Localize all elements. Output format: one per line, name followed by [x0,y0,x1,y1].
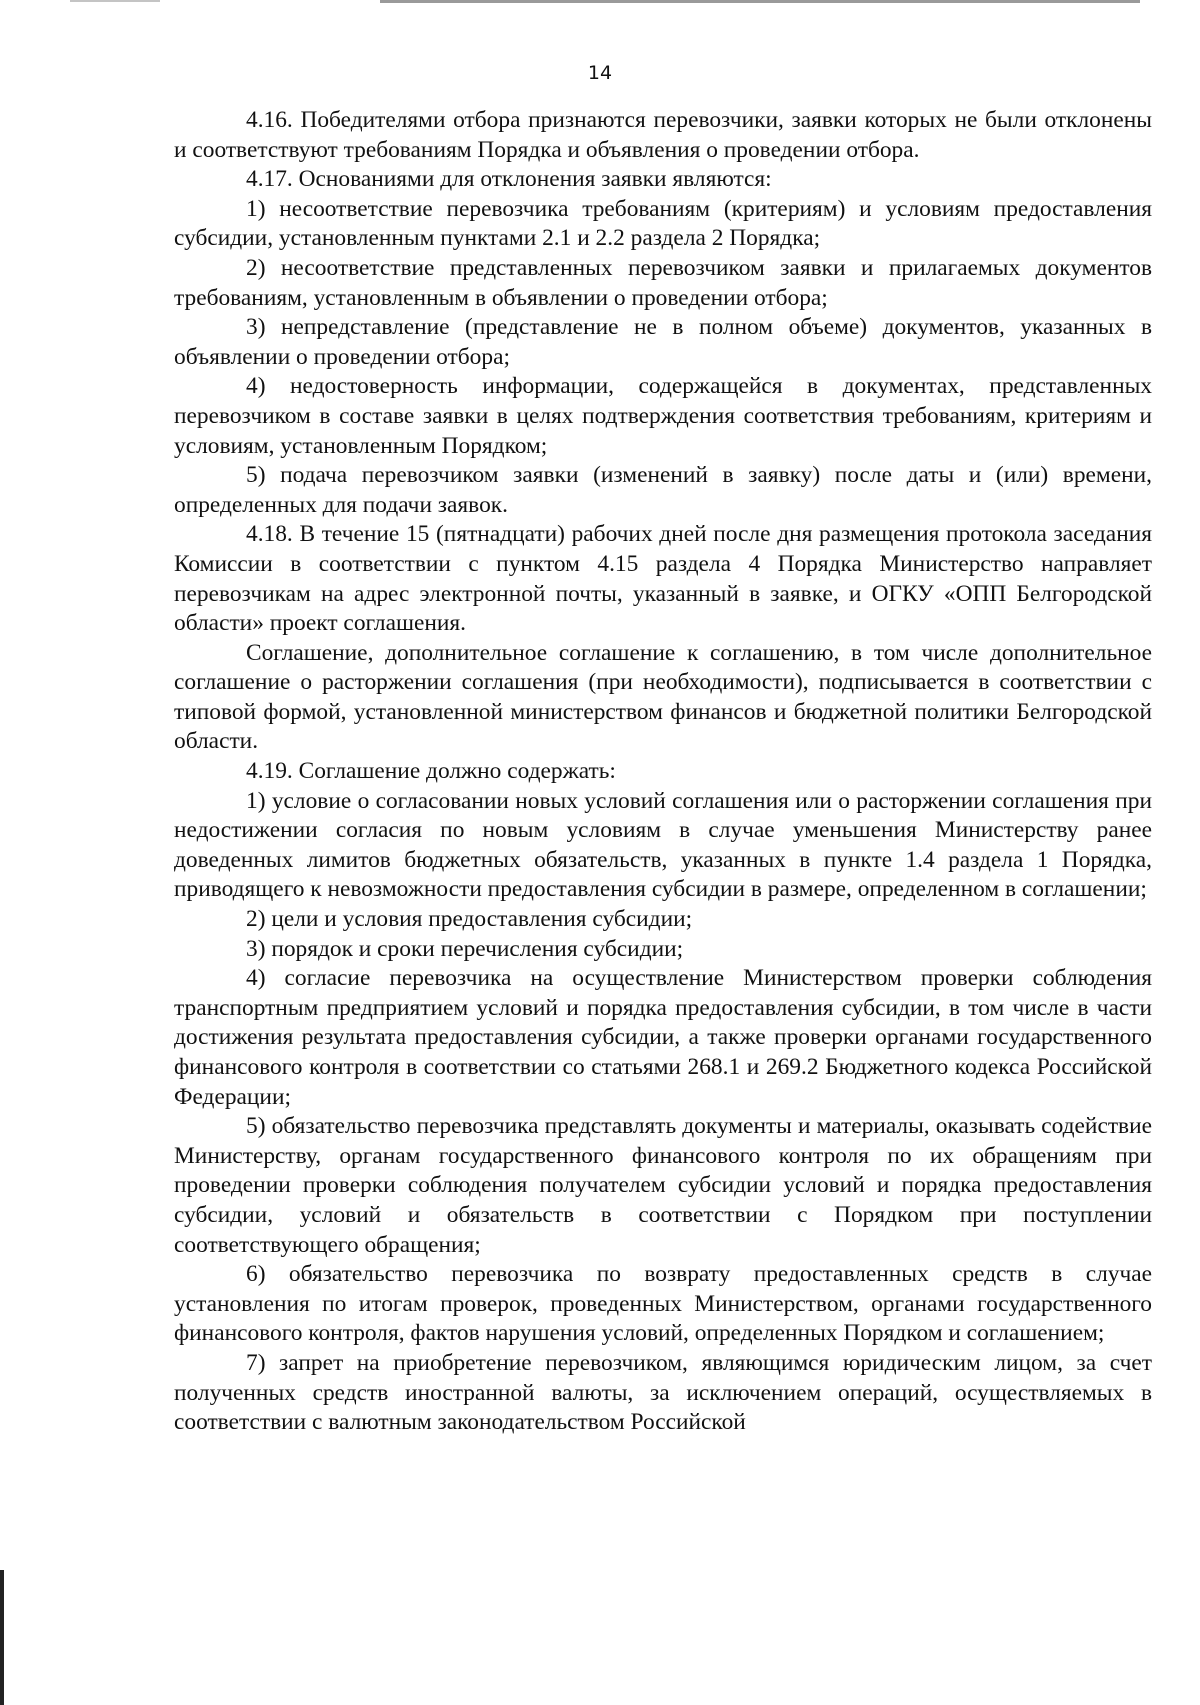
paragraph-4-19-item-3: 3) порядок и сроки перечисления субсидии; [246,935,684,962]
scan-artifact-top-left [70,0,160,2]
paragraph-4-17: 4.17. Основаниями для отклонения заявки являются: [246,166,772,193]
scan-artifact-top-line [380,0,1140,3]
page-number: 14 [587,62,613,84]
paragraph-4-17-item-4: 4) недостоверность информации, содержащейся в документах, представленных перевозчиком в составе заявки в целях подтверждения соответствия требованиям, критериям и условиям, установленным Порядком; [174,373,1152,459]
paragraph-4-17-item-2: 2) несоответствие представленных перевозчиком заявки и прилагаемых документов требованиям, установленным в объявлении о проведении отбора; [174,254,1152,311]
paragraph-4-19-item-5: 5) обязательство перевозчика представлять документы и материалы, оказывать содействие Министерству, органам государственного финансового контроля по их обращениям при проведении проверки соблюдения получателем субсидии условий и порядка предоставления субсидии, условий и обязательств в соответствии с Порядком при поступлении соответствующего обращения; [174,1113,1152,1258]
paragraph-agreement-form: Соглашение, дополнительное соглашение к соглашению, в том числе дополнительное соглашение о расторжении соглашения (при необходимости), подписывается в соответствии с типовой формой, установленной министерством финансов и бюджетной политики Белгородской области. [174,639,1152,755]
paragraph-4-19-item-7: 7) запрет на приобретение перевозчиком, являющимся юридическим лицом, за счет полученных средств иностранной валюты, за исключением операций, осуществляемых в соответствии с валютным законодательством Российской [174,1349,1152,1436]
paragraph-4-19: 4.19. Соглашение должно содержать: [246,758,616,785]
paragraph-4-19-item-6: 6) обязательство перевозчика по возврату предоставленных средств в случае установления по итогам проверок, проведенных Министерством, органами государственного финансового контроля, фактов нарушения условий, определенных Порядком и соглашением; [174,1261,1152,1347]
document-body [174,106,1152,1438]
paragraph-4-19-item-4: 4) согласие перевозчика на осуществление Министерством проверки соблюдения транспортным предприятием условий и порядка предоставления субсидии, в том числе в части достижения результата предоставления субсидии, а также проверки органами государственного финансового контроля в соответствии со статьями 268.1 и 269.2 Бюджетного кодекса Российской Федерации; [174,965,1152,1110]
paragraph-4-17-item-5: 5) подача перевозчиком заявки (изменений в заявку) после даты и (или) времени, определенных для подачи заявок. [174,462,1152,518]
paragraph-4-17-item-3: 3) непредставление (представление не в полном объеме) документов, указанных в объявлении о проведении отбора; [174,314,1152,370]
paragraph-4-19-item-1: 1) условие о согласовании новых условий соглашения или о расторжении соглашения при недостижении согласия по новым условиям в случае уменьшения Министерству ранее доведенных лимитов бюджетных обязательств, указанных в пункте 1.4 раздела 1 Порядка, приводящего к невозможности предоставления субсидии в размере, определенном в соглашении; [174,787,1152,903]
paragraph-4-16: 4.16. Победителями отбора признаются перевозчики, заявки которых не были отклонены и соответствуют требованиям Порядка и объявления о проведении отбора. [174,107,1152,163]
paragraph-4-19-item-2: 2) цели и условия предоставления субсидии; [246,906,693,933]
paragraph-4-17-item-1: 1) несоответствие перевозчика требованиям (критериям) и условиям предоставления субсидии, установленным пунктами 2.1 и 2.2 раздела 2 Порядка; [174,195,1152,252]
scan-artifact-left-edge [0,1570,4,1705]
paragraph-4-18: 4.18. В течение 15 (пятнадцати) рабочих дней после дня размещения протокола заседания Комиссии в соответствии с пунктом 4.15 раздела 4 Порядка Министерство направляет перевозчикам на адрес электронной почты, указанный в заявке, и ОГКУ «ОПП Белгородской области» проект соглашения. [174,521,1152,637]
